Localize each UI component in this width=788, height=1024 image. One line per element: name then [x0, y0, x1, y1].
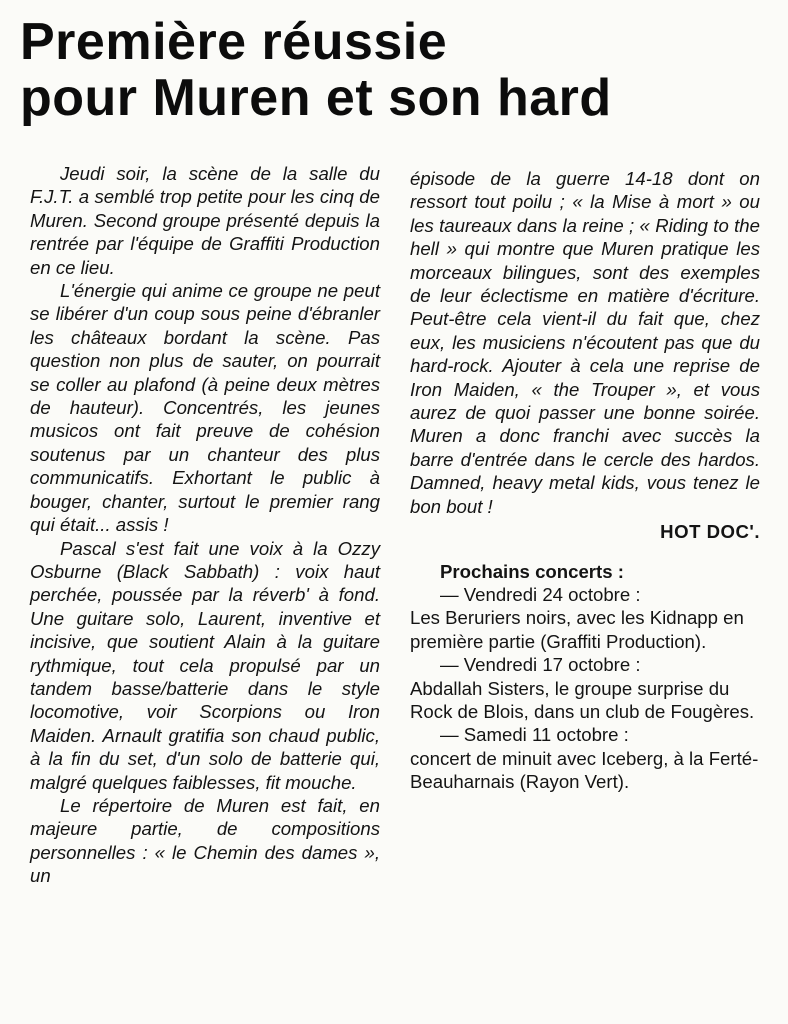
headline-line-2: pour Muren et son hard — [20, 69, 612, 127]
headline — [20, 14, 780, 126]
paragraph-2: L'énergie qui anime ce groupe ne peut se libérer d'un coup sous peine d'ébranler les châteaux bordant la scène. Pas question non plus de sauter, on pourrait se coller au plafond (à peine deux mètres de hauteur). Concentrés, les jeunes musicos ont fait preuve de cohésion soutenus par un chanteur des plus communicatifs. Exhortant le public à bouger, chanter, surtout le premier rang qui était... assis ! — [30, 280, 380, 536]
right-column — [410, 167, 760, 794]
paragraph-1: Jeudi soir, la scène de la salle du F.J.T. a semblé trop petite pour les cinq de Muren. Second groupe présenté depuis la rentrée par l'équipe de Graffiti Production en ce lieu. — [30, 163, 380, 278]
concert-date: — Samedi 11 octobre : — [440, 724, 629, 746]
concerts-heading: Prochains concerts : — [440, 560, 624, 582]
concert-description: Abdallah Sisters, le groupe surprise du Rock de Blois, dans un club de Fougères. — [410, 677, 755, 722]
concert-date: — Vendredi 17 octobre : — [440, 654, 641, 676]
author-signature: HOT DOC'. — [660, 521, 760, 543]
concert-date: — Vendredi 24 octobre : — [440, 583, 641, 605]
concert-item — [410, 723, 760, 793]
concert-description: Les Beruriers noirs, avec les Kidnapp en première partie (Graffiti Production). — [410, 607, 744, 652]
concert-item — [410, 583, 760, 653]
concert-item — [410, 653, 760, 723]
left-column — [30, 162, 380, 888]
concert-description: concert de minuit avec Iceberg, à la Ferté-Beauharnais (Rayon Vert). — [410, 747, 759, 793]
paragraph-4: Le répertoire de Muren est fait, en majeure partie, de compositions personnelles : « le Chemin des dames », un — [30, 794, 380, 887]
paragraph-5: épisode de la guerre 14-18 dont on ressort tout poilu ; « la Mise à mort » ou les taureaux dans la reine ; « Riding to the hell » qui montre que Muren pratique les morceaux bilingues, sont des exemples de leur éclectisme en matière d'écriture. Peut-être cela vient-il du fait que, chez eux, les musiciens n'écoutent pas que du hard-rock. Ajouter à cela une reprise de Iron Maiden, « the Trouper », et vous aurez de quoi passer une bonne soirée. Muren a donc franchi avec succès la barre d'entrée dans le cercle des hardos. Damned, heavy metal kids, vous tenez le bon bout ! — [410, 168, 760, 517]
paragraph-3: Pascal s'est fait une voix à la Ozzy Osburne (Black Sabbath) : voix haut perchée, poussée par la réverb' à fond. Une guitare solo, Laurent, inventive et incisive, que soutient Alain à la guitare rythmique, tout cela propulsé par un tandem basse/batterie dans le style locomotive, voir Scorpions ou Iron Maiden. Arnault gratifia son chaud public, à la fin du set, d'un solo de batterie qui, malgré quelques faiblesses, fit mouche. — [30, 537, 380, 793]
headline-line-1: Première réussie — [20, 13, 448, 71]
